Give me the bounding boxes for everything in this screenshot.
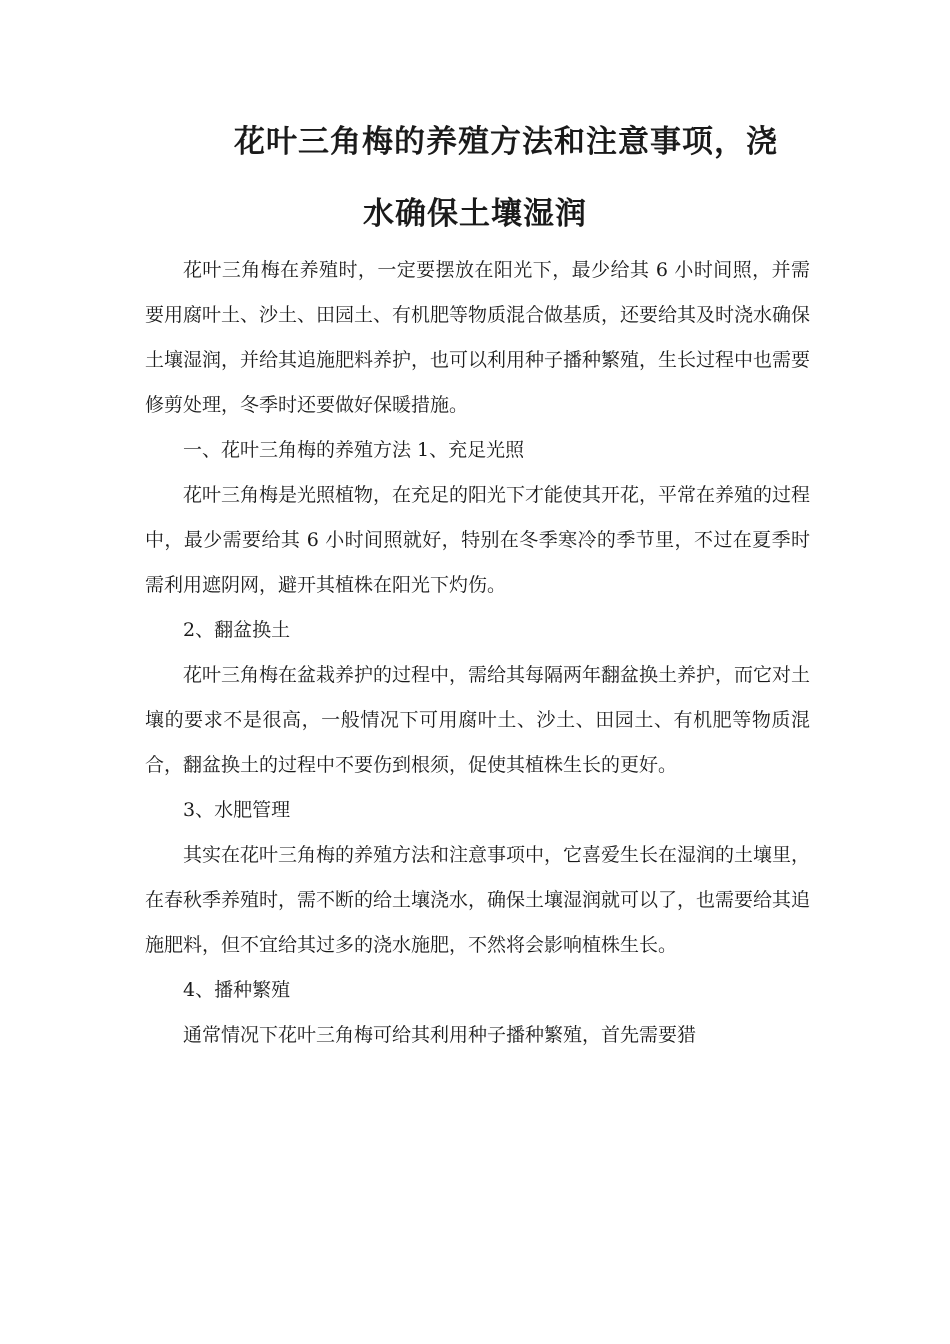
document-body <box>145 248 810 1058</box>
title-line-1: 花叶三角梅的养殖方法和注意事项，浇 <box>234 124 778 160</box>
document-title <box>150 106 800 250</box>
intro-paragraph: 花叶三角梅在养殖时，一定要摆放在阳光下，最少给其 6 小时间照，并需要用腐叶土、沙土、田园土、有机肥等物质混合做基质，还要给其及时浇水确保土壤湿润，并给其追施肥料养护，也可以利用种子播种繁殖，生长过程中也需要修剪处理，冬季时还要做好保暖措施。 <box>145 259 811 416</box>
title-line-2: 水确保土壤湿润 <box>363 196 587 232</box>
section-2-heading: 2、翻盆换土 <box>183 619 291 641</box>
section-4-heading: 4、播种繁殖 <box>183 979 291 1001</box>
section-3-heading: 3、水肥管理 <box>183 799 291 821</box>
section-4-paragraph: 通常情况下花叶三角梅可给其利用种子播种繁殖，首先需要猎 <box>183 1024 697 1046</box>
section-3-paragraph: 其实在花叶三角梅的养殖方法和注意事项中，它喜爱生长在湿润的土壤里，在春秋季养殖时，需不断的给土壤浇水，确保土壤湿润就可以了，也需要给其追施肥料，但不宜给其过多的浇水施肥，不然将会影响植株生长。 <box>145 844 811 956</box>
section-2-paragraph: 花叶三角梅在盆栽养护的过程中，需给其每隔两年翻盆换土养护，而它对土壤的要求不是很高，一般情况下可用腐叶土、沙土、田园土、有机肥等物质混合，翻盆换土的过程中不要伤到根须，促使其植株生长的更好。 <box>145 664 811 776</box>
section-1-heading: 一、花叶三角梅的养殖方法 1、充足光照 <box>183 439 525 461</box>
section-1-paragraph: 花叶三角梅是光照植物，在充足的阳光下才能使其开花，平常在养殖的过程中，最少需要给其 6 小时间照就好，特别在冬季寒冷的季节里，不过在夏季时需利用遮阴网，避开其植株在阳光下灼伤。 <box>145 484 811 596</box>
